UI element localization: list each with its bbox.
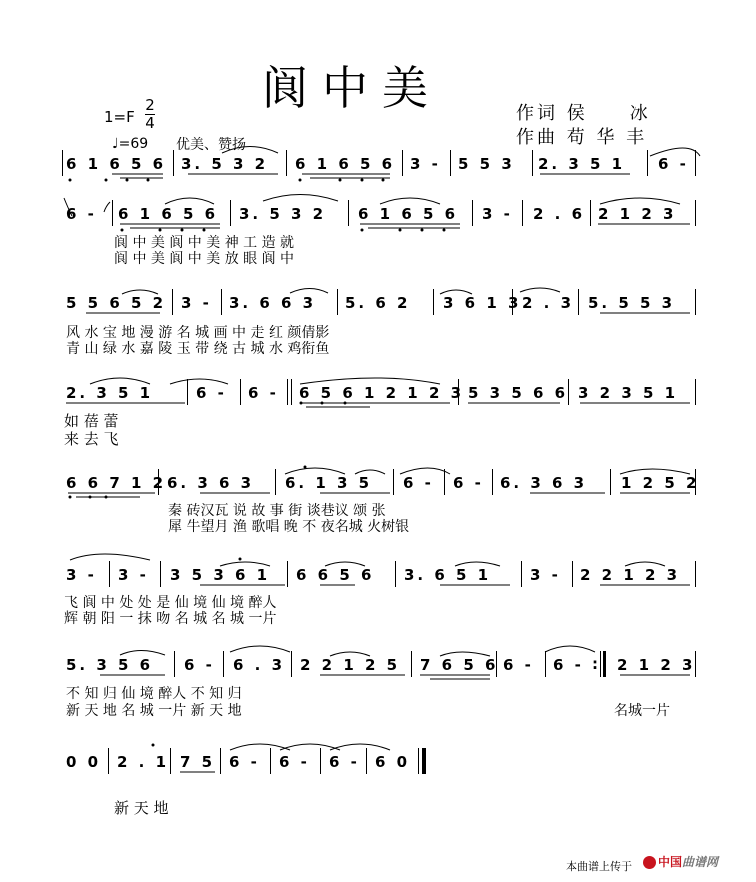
lyric-line-1: 风 水 宝 地 漫 游 名 城 画 中 走 红 颜倩影 — [66, 325, 330, 341]
logo-site: 曲谱网 — [682, 855, 719, 869]
composer-credit: 作曲 苟 华 丰 — [516, 127, 648, 148]
measure: 6 1 6 5 6 — [118, 205, 219, 223]
measure: 1 2 5 2 — [621, 474, 700, 492]
measure: 6 - — [66, 205, 97, 223]
measure: 5. 5 5 3 — [588, 294, 676, 312]
measure: 3. 5 3 2 — [239, 205, 327, 223]
measure: 6 - — [184, 656, 215, 674]
lyricist-credit: 作词 侯 冰 — [516, 103, 651, 124]
repeat-sign: : — [592, 655, 601, 673]
measure: 6 - — [196, 384, 227, 402]
measure: 6 1 6 5 6 — [295, 155, 396, 173]
lyric-ending: 名城一片 — [614, 703, 670, 719]
measure: 0 0 — [66, 753, 102, 771]
measure: 2. 3 5 1 — [538, 155, 626, 173]
measure: 3. 5 3 2 — [181, 155, 269, 173]
measure: 3 5 3 6 1 — [170, 566, 271, 584]
lyric-line-2: 来 去 飞 — [64, 430, 119, 448]
lyric-line-2: 青 山 绿 水 嘉 陵 玉 带 绕 古 城 水 鸡衔鱼 — [66, 341, 330, 357]
measure: 5 5 6 5 2 — [66, 294, 167, 312]
lyric-line-2: 犀 牛望月 渔 歌唱 晚 不 夜名城 火树银 — [168, 519, 410, 535]
lyric-line-1: 不 知 归 仙 境 醉人 不 知 归 — [66, 686, 242, 702]
measure: 6 - — [403, 474, 434, 492]
lyric-line-1: 飞 阆 中 处 处 是 仙 境 仙 境 醉人 — [64, 595, 277, 611]
measure: 6 1 6 5 6 — [358, 205, 459, 223]
measure: 6 - — [503, 656, 534, 674]
lyric-line-2: 辉 朝 阳 一 抹 吻 名 城 名 城 一片 — [64, 611, 277, 627]
measure: 3 - — [482, 205, 513, 223]
measure: 5. 6 2 — [345, 294, 411, 312]
meter-bottom: 4 — [145, 114, 155, 132]
measure: 6 - — [658, 155, 689, 173]
measure: 2 1 2 3 — [598, 205, 677, 223]
lyric-line-2: 新 天 地 名 城 一片 新 天 地 — [66, 703, 242, 719]
key-signature: 1=F — [104, 108, 135, 126]
measure: 3. 6 6 3 — [229, 294, 317, 312]
lyric-line-1: 新 天 地 — [114, 799, 169, 817]
site-logo[interactable] — [643, 853, 718, 870]
measure: 6 - — [248, 384, 279, 402]
measure: 6 - — [229, 753, 260, 771]
meter-top: 2 — [145, 96, 155, 114]
measure: 2 2 1 2 3 — [580, 566, 681, 584]
measure: 6 6 7 1 2 — [66, 474, 167, 492]
measure: 6 - — [553, 656, 584, 674]
measure: 6 6 5 6 — [296, 566, 375, 584]
lyric-line-1: 阆 中 美 阆 中 美 神 工 造 就 — [114, 235, 295, 251]
measure: 2. 3 5 1 — [66, 384, 154, 402]
measure: 5 3 5 6 6 — [468, 384, 569, 402]
measure: 6 0 — [375, 753, 411, 771]
measure: 3. 6 5 1 — [404, 566, 492, 584]
measure: 6 - — [279, 753, 310, 771]
page-title: 阆中美 — [262, 61, 442, 115]
expression-marking: 优美、赞扬 — [176, 137, 246, 153]
measure: 3 2 3 5 1 — [578, 384, 679, 402]
measure: 6. 3 6 3 — [500, 474, 588, 492]
tempo-marking: ♩=69 — [112, 136, 149, 152]
measure: 3 - — [118, 566, 149, 584]
measure: 6 1 6 5 6 — [66, 155, 167, 173]
measure: 6 . 3 — [233, 656, 286, 674]
measure: 6 - — [453, 474, 484, 492]
measure: 6 5 6 1 2 1 2 3 — [299, 384, 465, 402]
measure: 6. 1 3 5 — [285, 474, 373, 492]
measure: 2 . 3 — [522, 294, 575, 312]
measure: 3 6 1 3 — [443, 294, 522, 312]
measure: 3 - — [410, 155, 441, 173]
measure: 2 2 1 2 5 — [300, 656, 401, 674]
logo-icon — [643, 856, 656, 869]
measure: 2 . 1 — [117, 753, 170, 771]
measure: 6. 3 6 3 — [167, 474, 255, 492]
measure: 3 - — [530, 566, 561, 584]
measure: 2 . 6 — [533, 205, 586, 223]
measure: 5. 3 5 6 — [66, 656, 154, 674]
lyric-line-1: 如 蓓 蕾 — [64, 412, 119, 430]
lyric-line-2: 阆 中 美 阆 中 美 放 眼 阆 中 — [114, 251, 295, 267]
lyric-line-1: 秦 砖汉瓦 说 故 事 街 谈巷议 颂 张 — [168, 503, 386, 519]
measure: 3 - — [66, 566, 97, 584]
upload-note: 本曲谱上传于 — [566, 860, 632, 873]
measure: 6 - — [329, 753, 360, 771]
measure: 2 1 2 3 — [617, 656, 696, 674]
measure: 3 - — [181, 294, 212, 312]
logo-brand: 中国 — [658, 855, 683, 869]
measure: 7 6 5 6 — [420, 656, 499, 674]
measure: 5 5 3 — [458, 155, 515, 173]
measure: 7 5 — [180, 753, 216, 771]
